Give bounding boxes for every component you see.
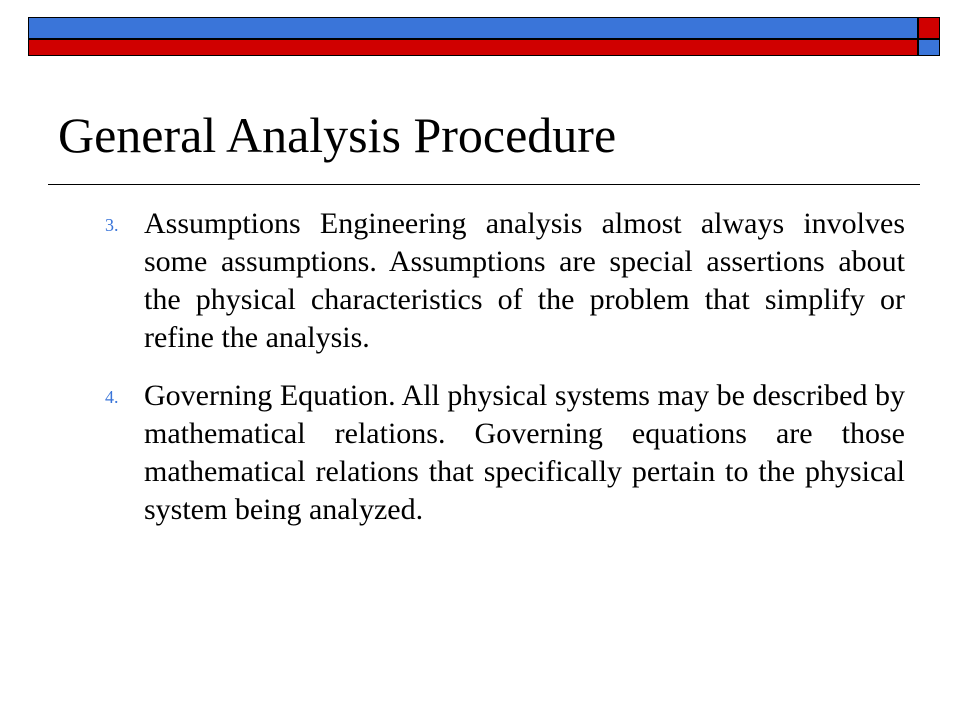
list-item-number: 4.: [105, 387, 119, 407]
procedure-list: [105, 205, 905, 549]
title-divider: [48, 184, 920, 185]
header-bar-red: [28, 39, 918, 56]
corner-square-blue: [918, 39, 940, 56]
list-item: [105, 205, 905, 357]
corner-square-red: [918, 17, 940, 39]
slide-title: General Analysis Procedure: [58, 107, 617, 163]
list-item-number: 3.: [105, 215, 119, 235]
list-item-text: Assumptions Engineering analysis almost always involves some assumptions. Assumptions are special assertions about the physical characteristics of the problem that simplify or refine the analysis.: [144, 207, 905, 354]
list-item-text: Governing Equation. All physical systems may be described by mathematical relations. Governing equations are those mathematical relations that specifically pertain to the physical system being analyzed.: [144, 379, 905, 526]
list-item: [105, 377, 905, 529]
header-bar-blue: [28, 17, 918, 39]
